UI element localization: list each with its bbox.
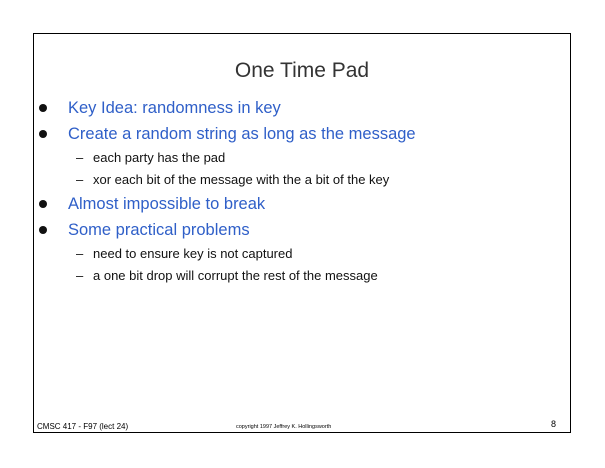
bullet-item [34, 121, 570, 147]
slide-frame [33, 33, 571, 433]
bullet-text: Some practical problems [68, 221, 250, 239]
bullet-text: Almost impossible to break [68, 195, 266, 213]
bullet-item [34, 217, 570, 243]
slide-content [34, 95, 570, 287]
bullet-text: Key Idea: randomness in key [68, 99, 281, 117]
sub-bullet-item [34, 265, 570, 287]
dash-icon: – [76, 172, 84, 187]
page-number: 8 [551, 419, 557, 429]
bullet-dot-icon [39, 104, 47, 112]
sub-bullet-item [34, 243, 570, 265]
bullet-dot-icon [39, 130, 47, 138]
footer-copyright: copyright 1997 Jeffrey K. Hollingsworth [236, 424, 332, 430]
dash-icon: – [76, 268, 84, 283]
sub-bullet-item [34, 147, 570, 169]
bullet-item [34, 95, 570, 121]
bullet-dot-icon [39, 226, 47, 234]
sub-bullet-text: xor each bit of the message with the a bit of the key [93, 172, 390, 187]
dash-icon: – [76, 246, 84, 261]
sub-bullet-text: a one bit drop will corrupt the rest of the message [93, 268, 378, 283]
sub-bullet-text: need to ensure key is not captured [93, 246, 293, 261]
footer-course: CMSC 417 - F97 (lect 24) [37, 422, 129, 431]
sub-bullet-item [34, 169, 570, 191]
bullet-dot-icon [39, 200, 47, 208]
bullet-item [34, 191, 570, 217]
slide-title: One Time Pad [234, 59, 370, 82]
dash-icon: – [76, 150, 84, 165]
bullet-text: Create a random string as long as the message [68, 125, 416, 143]
sub-bullet-text: each party has the pad [93, 150, 226, 165]
